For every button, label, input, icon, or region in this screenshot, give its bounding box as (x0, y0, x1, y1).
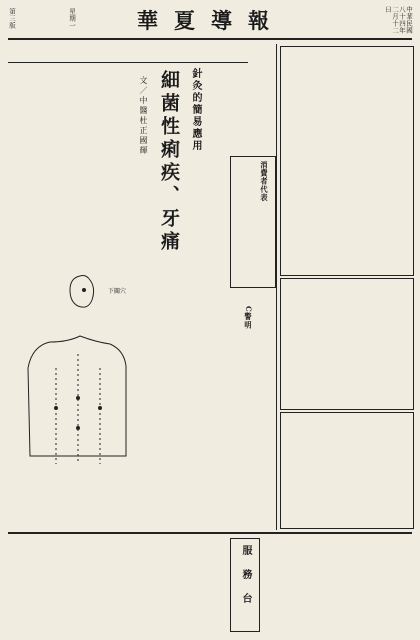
page-number: 第三版 (8, 8, 16, 29)
service-title-box (230, 538, 260, 632)
masthead (8, 6, 412, 38)
newspaper-title: 華夏導報 (137, 8, 285, 33)
consumer-box-label: 消費者代表 (260, 161, 269, 202)
acupoint-marker (82, 288, 86, 292)
article-byline: 文／中醫杜正國輝 (139, 76, 148, 156)
right-lower-box (280, 412, 414, 529)
column-divider (276, 44, 277, 530)
service-title: 服務台 (240, 545, 251, 617)
acupoint-marker (98, 406, 102, 410)
consumer-box (230, 156, 276, 288)
figure-torso (28, 336, 126, 456)
bottom-section-rule (8, 532, 412, 534)
notice-label: C警明 (244, 306, 253, 330)
right-mid-box (280, 278, 414, 410)
article-kicker: 針灸的簡易應用 (190, 68, 201, 152)
issue-weekday: 星期一 (68, 8, 76, 29)
masthead-date: 中華民國八十四年二月十二日 (384, 6, 413, 34)
acupoint-marker (76, 396, 80, 400)
acupuncture-figure (20, 268, 130, 468)
acupoint-marker (76, 426, 80, 430)
figure-tag: 下關穴 (108, 288, 127, 295)
newspaper-page (8, 6, 412, 634)
article-top-rule (8, 62, 248, 63)
article-headline: 細菌性痢疾、牙痛 (158, 70, 180, 254)
right-top-box (280, 46, 414, 276)
masthead-rule (8, 38, 412, 40)
figure-head (70, 276, 94, 308)
acupoint-marker (54, 406, 58, 410)
